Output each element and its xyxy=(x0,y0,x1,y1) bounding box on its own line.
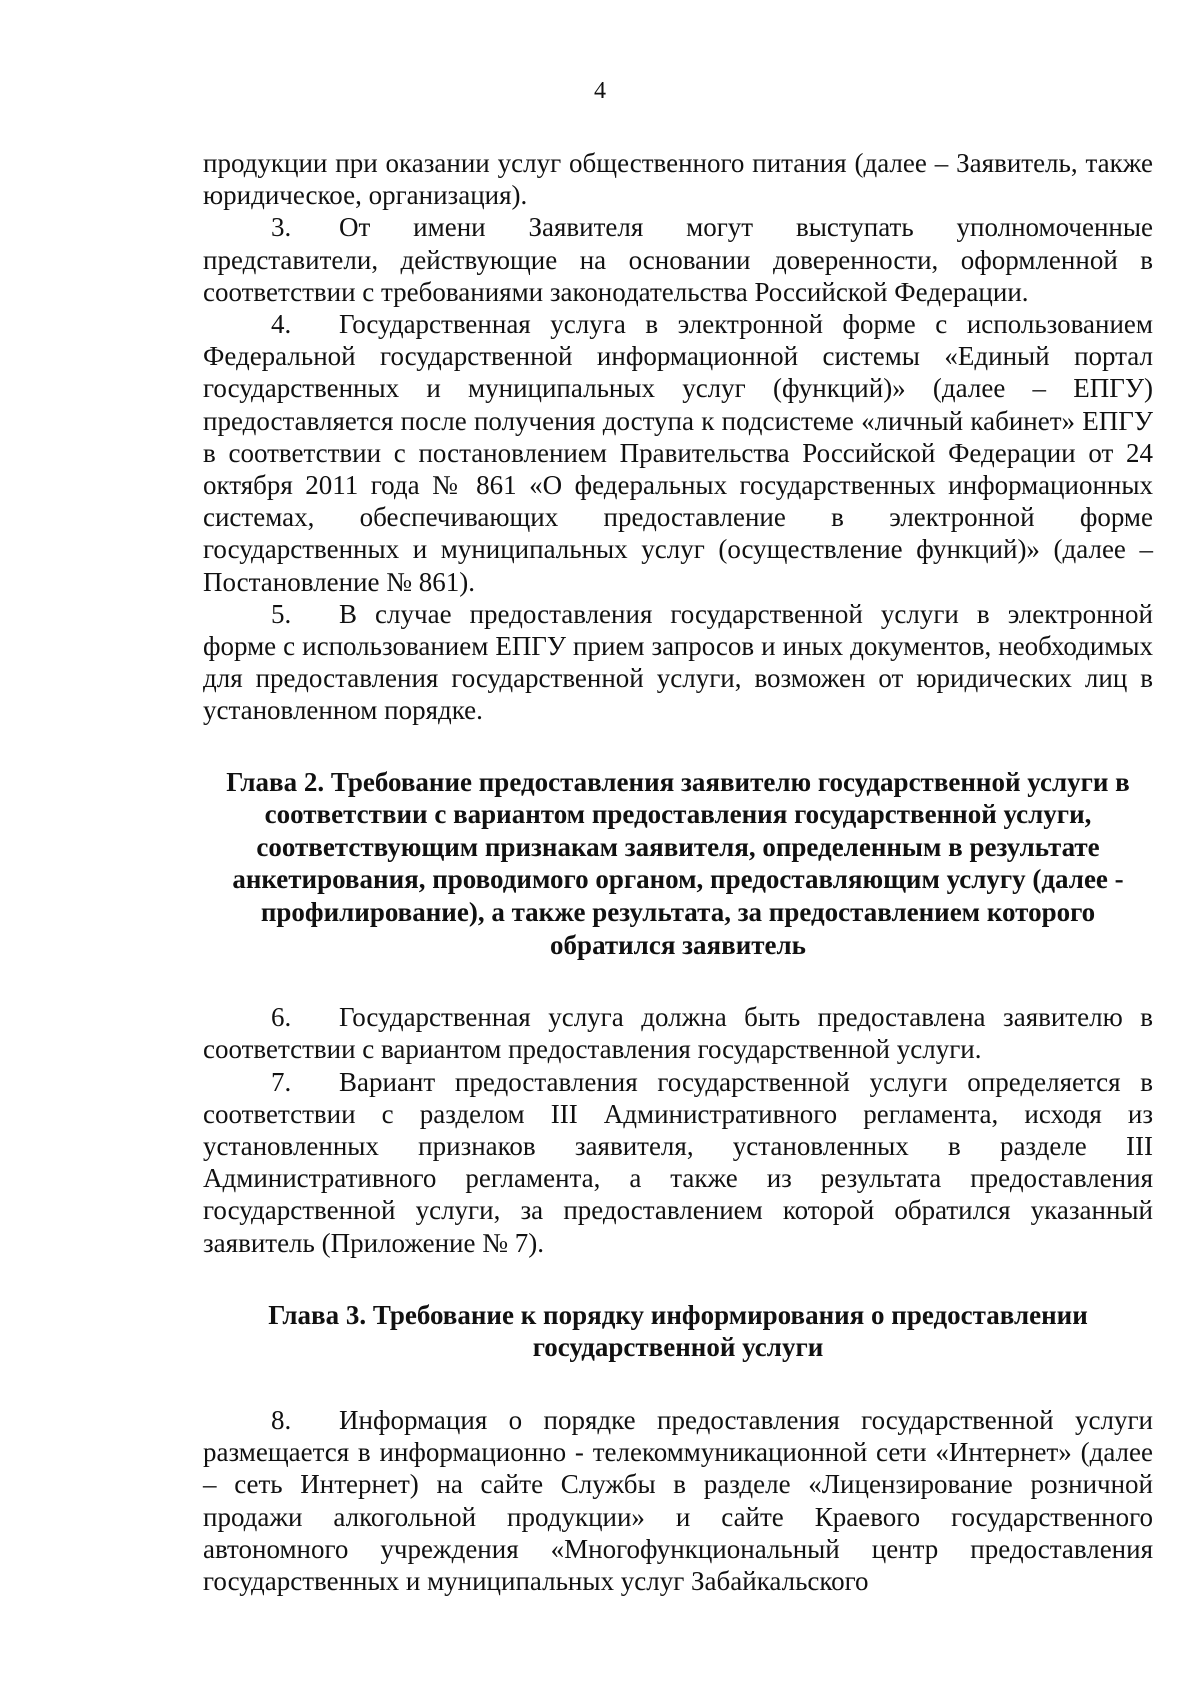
paragraph-continuation: продукции при оказании услуг общественного питания (далее – Заявитель, также юридическое, организация). xyxy=(203,148,1153,211)
paragraph-5 xyxy=(203,598,1153,727)
paragraph-number: 4. xyxy=(271,309,292,340)
page-number: 4 xyxy=(594,78,606,104)
paragraph-8 xyxy=(203,1404,1153,1597)
paragraph-number: 3. xyxy=(271,212,292,243)
paragraph-4 xyxy=(203,308,1153,598)
chapter-3-heading: Глава 3. Требование к порядку информирования о предоставлении государственной услуги xyxy=(268,1299,1088,1363)
paragraph-3 xyxy=(203,211,1153,308)
paragraph-text: Государственная услуга в электронной форме с использованием Федеральной государственной информационной системы «Единый портал государственных и муниципальных услуг (функций)» (далее – ЕПГУ) предоставляется после получения доступа к подсистеме «личный кабинет» ЕПГУ в соответствии с постановлением Правительства Российской Федерации от 24 октября 2011 года № 861 «О федеральных государственных информационных системах, обеспечивающих предоставление в электронной форме государственных и муниципальных услуг (осуществление функций)» (далее – Постановление № 861). xyxy=(203,309,1153,597)
document-body xyxy=(203,147,1153,1597)
paragraph-number: 6. xyxy=(271,1002,292,1033)
paragraph-6 xyxy=(203,1001,1153,1065)
paragraph-number: 7. xyxy=(271,1066,292,1097)
paragraph-number: 5. xyxy=(271,598,292,629)
spacer xyxy=(203,961,1153,1001)
spacer xyxy=(203,1364,1153,1404)
paragraph-text: Информация о порядке предоставления государственной услуги размещается в информационно - телекоммуникационной сети «Интернет» (далее – сеть Интернет) на сайте Службы в разделе «Лицензирование розничной продажи алкогольной продукции» и сайте Краевого государственного автономного учреждения «Многофункциональный центр предоставления государственных и муниципальных услуг Забайкальского xyxy=(203,1405,1153,1597)
paragraph-number: 8. xyxy=(271,1405,292,1436)
spacer xyxy=(203,1259,1153,1299)
paragraph-text: В случае предоставления государственной услуги в электронной форме с использованием ЕПГУ прием запросов и иных документов, необходимых для предоставления государственной услуги, возможен от юридических лиц в установленном порядке. xyxy=(203,598,1153,726)
paragraph-text: Государственная услуга должна быть предоставлена заявителю в соответствии с вариантом предоставления государственной услуги. xyxy=(203,1002,1153,1065)
paragraph-text: Вариант предоставления государственной услуги определяется в соответствии с разделом III Административного регламента, исходя из установленных признаков заявителя, установленных в разделе III Административного регламента, а также из результата предоставления государственной услуги, за предоставлением которой обратился указанный заявитель (Приложение № 7). xyxy=(203,1066,1153,1258)
paragraph-7 xyxy=(203,1066,1153,1259)
chapter-2-heading: Глава 2. Требование предоставления заявителю государственной услуги в соответствии с вариантом предоставления государственной услуги, соответствующим признакам заявителя, определенным в результате анкетирования, проводимого органом, предоставляющим услугу (далее - профилирование), а также результата, за предоставлением которого обратился заявитель xyxy=(226,766,1130,960)
paragraph-text: От имени Заявителя могут выступать уполномоченные представители, действующие на основании доверенности, оформленной в соответствии с требованиями законодательства Российской Федерации. xyxy=(203,212,1153,307)
spacer xyxy=(203,727,1153,766)
